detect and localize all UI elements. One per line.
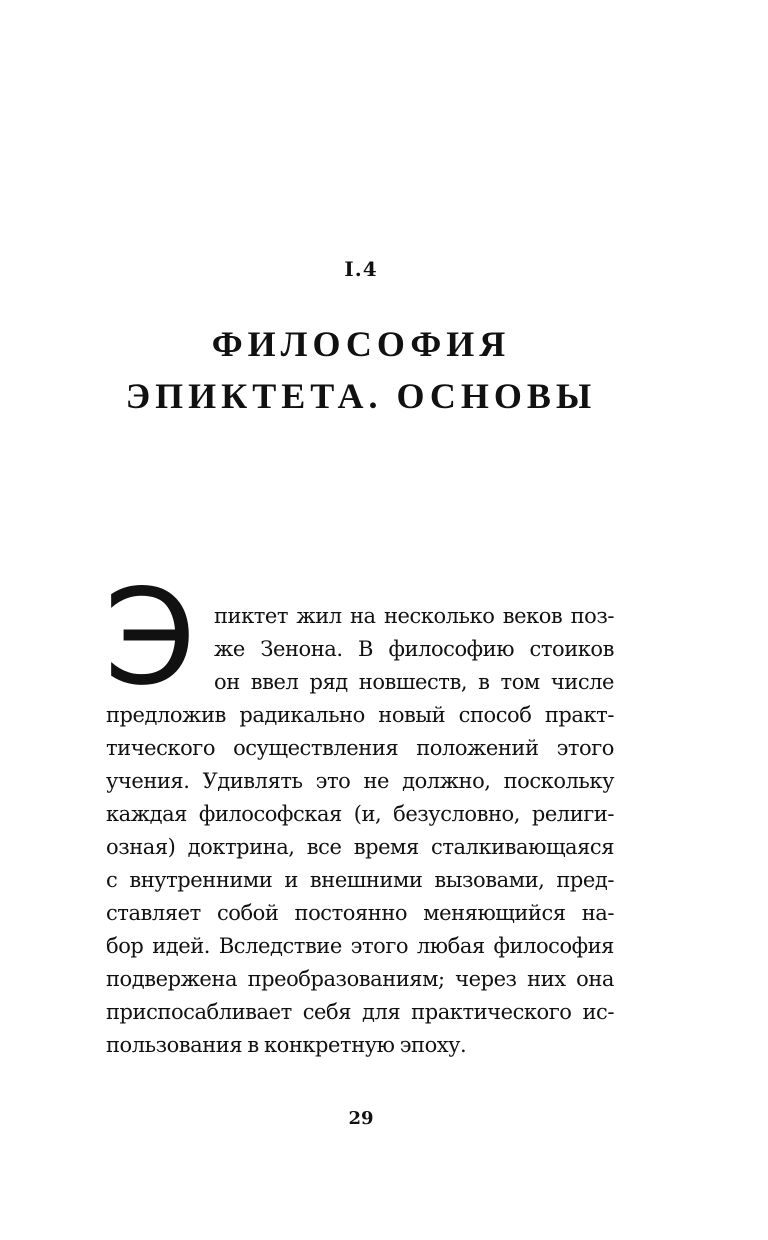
text-line: учения. Удивлять это не должно, поскольку	[106, 769, 614, 793]
text-line: ставляет собой постоянно меняющийся на-	[106, 901, 614, 925]
text-line: он ввел ряд новшеств, в том числе	[214, 670, 614, 694]
chapter-number: I.4	[344, 257, 378, 281]
text-line: подвержена преобразованиям; через них она	[106, 967, 614, 991]
chapter-title	[0, 318, 722, 422]
text-line: бор идей. Вследствие этого любая философия	[106, 934, 614, 958]
text-line: с внутренними и внешними вызовами, пред-	[106, 868, 614, 892]
text-line: приспосабливает себя для практического ис-	[106, 1000, 614, 1024]
page-number: 29	[348, 1108, 374, 1129]
text-line: же Зенона. В философию стоиков	[214, 637, 614, 661]
text-line: каждая философская (и, безусловно, религи-	[106, 802, 614, 826]
text-line: пользования в конкретную эпоху.	[106, 1033, 467, 1057]
text-line: тического осуществления положений этого	[106, 736, 614, 760]
chapter-title-line-1: ФИЛОСОФИЯ	[211, 324, 511, 364]
text-line: озная) доктрина, все время сталкивающаяся	[106, 835, 614, 859]
chapter-title-line-2: ЭПИКТЕТА. ОСНОВЫ	[125, 376, 597, 416]
text-line: предложив радикально новый способ практ-	[106, 703, 614, 727]
drop-cap: Э	[104, 561, 197, 715]
text-line: пиктет жил на несколько веков поз-	[214, 604, 614, 628]
